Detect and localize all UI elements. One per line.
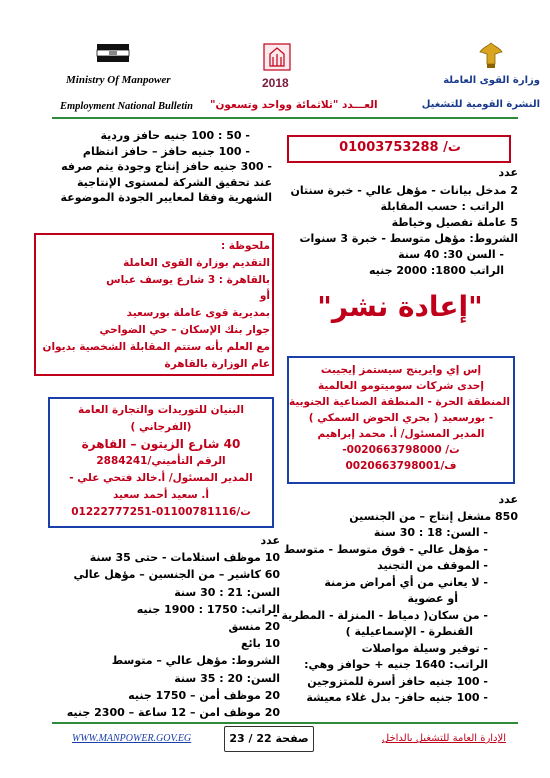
incentive-line: الشهرية وفقا لمعايير الجودة الموضوعة xyxy=(60,191,272,204)
phone-number: ت/ 01003753288 xyxy=(339,140,461,155)
job-data-entry: 2 مدخل بيانات - مؤهل عالي - خبرة سنتان xyxy=(290,184,518,197)
note-line: جوار بنك الإسكان – حي الضواحي xyxy=(99,323,270,336)
company-line: ت/ 0020663798000- xyxy=(342,444,460,456)
count-header: عدد xyxy=(260,534,280,547)
job-line: - من سكان( دمياط - المنزلة - المطرية - xyxy=(273,608,488,622)
job-line: أو عضوية xyxy=(407,592,458,605)
note-line: مع العلم بأنه ستتم المقابلة الشخصية بديوان xyxy=(42,340,270,353)
note-line: التقديم بوزارة القوى العاملة xyxy=(123,256,270,269)
header-divider xyxy=(52,117,518,119)
job-line: - 100 جنيه حافز أسرة للمتزوجين xyxy=(307,674,488,688)
repost-label: "إعادة نشر" xyxy=(317,290,483,323)
ministry-flag-logo xyxy=(96,42,130,64)
count-header: عدد xyxy=(498,493,518,506)
ministry-name-ar: وزارة القوى العاملة xyxy=(443,75,540,86)
job-age: - السن 30: 40 سنة xyxy=(398,248,504,261)
page-number: صفحة 22 / 23 xyxy=(229,732,309,745)
incentives-block xyxy=(22,128,280,206)
job-line: - 100 جنيه حافز- بدل غلاء معيشة xyxy=(306,691,488,704)
company2-line: (الفرجاني ) xyxy=(130,421,192,433)
note-line: ملحوظة : xyxy=(220,240,270,252)
jobs-block-2 xyxy=(273,492,518,707)
job-tailoring: 5 عاملة تفصيل وخياطة xyxy=(391,216,518,229)
job-line: السن: 21 : 30 سنة xyxy=(174,585,280,599)
job-line: 20 موظف امن – 12 ساعة – 2300 جنيه xyxy=(66,706,280,720)
company-info xyxy=(288,362,510,474)
job-line: القنطرة - الإسماعيلية ) xyxy=(345,625,473,638)
issue-title: العـــدد "ثلاثمائة وواحد وتسعون" xyxy=(210,99,378,111)
job-line: الراتب: 1750 : 1900 جنيه xyxy=(136,602,280,616)
company2-line: البنيان للتوريدات والتجارة العامة xyxy=(78,404,244,416)
company-line: إحدى شركات سوميتومو العالمية xyxy=(318,380,484,392)
footer-divider xyxy=(52,722,518,724)
jobs-block-3 xyxy=(22,532,280,721)
incentive-line: - 50 : 100 جنيه حافز وردية xyxy=(100,129,250,142)
job-line: - لا يعاني من أي أمراض مزمنة xyxy=(324,575,488,589)
job-conditions: الشروط: مؤهل متوسط - خبرة 3 سنوات xyxy=(299,232,518,245)
ministry-name-en: Ministry Of Manpower xyxy=(66,74,171,86)
job-salary-range: الراتب 1800: 2000 جنيه xyxy=(368,264,504,277)
job-line: - الموقف من التجنيد xyxy=(377,559,488,572)
job-line: 850 مشغل إنتاج – من الجنسين xyxy=(349,509,518,523)
jobs-block-1 xyxy=(288,166,518,278)
eagle-emblem-logo xyxy=(478,40,504,70)
company-line: المدير المسئول/ أ. محمد إبراهيم xyxy=(317,428,485,440)
note-line: بمديرية قوى عاملة بورسعيد xyxy=(126,307,270,320)
department-name: الإدارة العامة للتشغيل بالداخل xyxy=(381,733,506,744)
website-link[interactable]: WWW.MANPOWER.GOV.EG xyxy=(72,733,192,744)
incentive-line: عند تحقيق الشركة لمستوى الإنتاجية xyxy=(76,175,272,189)
job-salary: الراتب : حسب المقابلة xyxy=(380,200,504,213)
company2-line: أ. سعيد أحمد سعيد xyxy=(112,489,210,501)
company-line: إس إي وايرينج سيستمز إيجيبت xyxy=(320,364,482,376)
count-header: عدد xyxy=(498,166,518,179)
job-line: 20 منسق xyxy=(228,620,280,634)
note-content xyxy=(38,238,270,372)
header xyxy=(0,0,550,118)
job-line: 20 موظف أمن – 1750 جنيه xyxy=(128,688,280,702)
job-line: الراتب: 1640 جنيه + حوافز وهي: xyxy=(304,658,488,671)
job-line: 10 موظف استلامات - حتى 35 سنة xyxy=(89,551,280,565)
job-line: 60 كاشير – من الجنسين – مؤهل عالي xyxy=(73,568,280,582)
company-line: المنطقة الحرة - المنطقة الصناعية الجنوبية xyxy=(288,396,510,408)
note-line: أو xyxy=(259,290,270,303)
job-line: - السن: 18 : 30 سنة xyxy=(373,526,488,539)
center-emblem-logo xyxy=(262,42,292,72)
incentive-line: - 300 جنيه حافز إنتاج وجودة يتم صرفه xyxy=(61,160,272,173)
incentive-line: - 100 جنيه حافز – حافز انتظام xyxy=(82,144,250,158)
job-line: السن: 20 : 35 سنة xyxy=(174,671,280,685)
company-line: ف/0020663798001 xyxy=(345,460,457,472)
job-line: - مؤهل عالي - فوق متوسط - متوسط xyxy=(283,542,488,556)
job-line: 10 بائع xyxy=(240,637,280,651)
company2-line: 40 شارع الزيتون – القاهرة xyxy=(81,437,241,451)
job-line: الشروط: مؤهل عالي – متوسط xyxy=(111,654,280,668)
note-line: عام الوزارة بالقاهرة xyxy=(164,357,270,370)
bulletin-name-en: Employment National Bulletin xyxy=(60,101,194,112)
company2-line: الرقم التأميني/2884241 xyxy=(96,455,226,467)
company2-line: المدير المسئول/ أ.خالد فتحي علي - xyxy=(69,472,253,484)
company-line: - بورسعيد ( بحري الحوض السمكي ) xyxy=(308,412,494,424)
company2-info xyxy=(52,402,270,521)
bulletin-name-ar: النشرة القومية للتشغيل xyxy=(421,99,540,110)
job-line: - توفير وسيلة مواصلات xyxy=(361,641,488,655)
note-line: بالقاهرة : 3 شارع يوسف عباس xyxy=(106,273,270,286)
year: 2018 xyxy=(262,76,289,90)
company2-line: ت/01100781116-01222777251 xyxy=(71,506,251,518)
